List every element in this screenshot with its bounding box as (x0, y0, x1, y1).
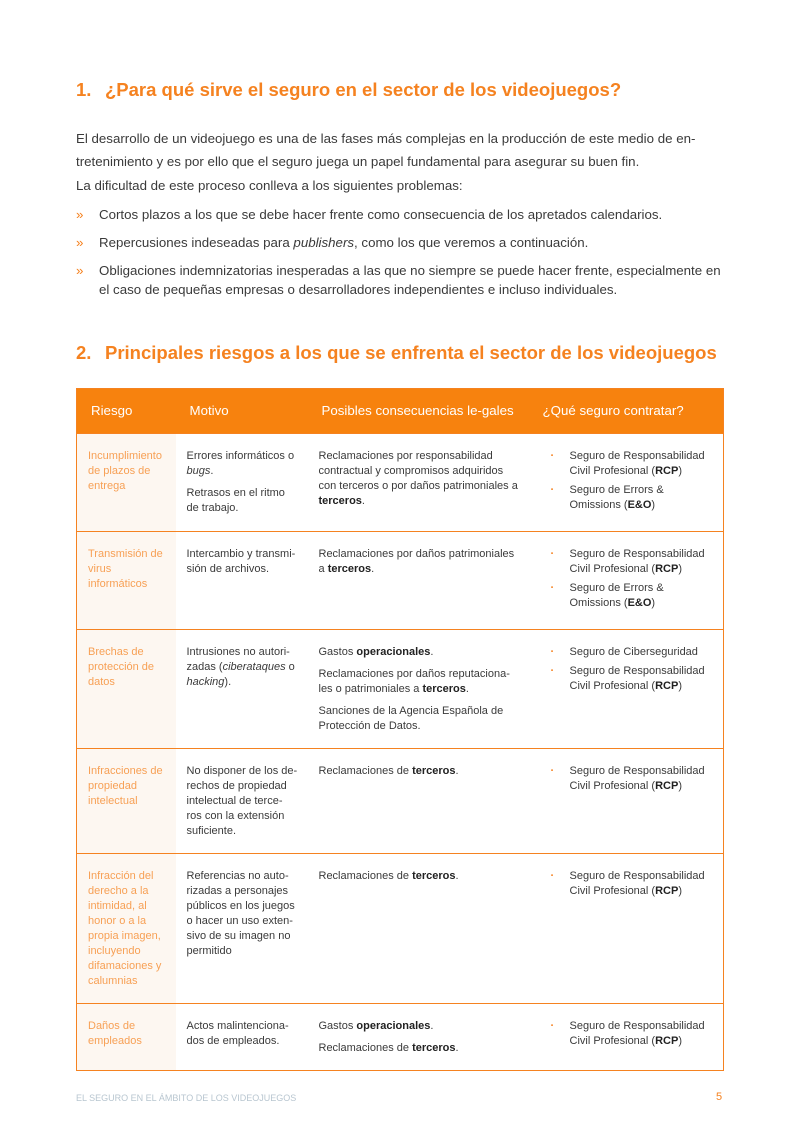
italic-text: bugs (186, 465, 211, 477)
text: Reclamaciones de (318, 1042, 413, 1054)
footer-title: EL SEGURO EN EL ÁMBITO DE LOS VIDEOJUEGOS (76, 1093, 297, 1103)
text: Referencias no auto-rizadas a personajes públicos en los juegos o hacer un uso exten-sivo de su imagen no permitido (186, 870, 295, 957)
bold-text: operacionales (356, 646, 431, 658)
italic-text: publishers (293, 235, 355, 250)
table-row (77, 532, 724, 630)
seguros-cell (531, 854, 724, 1004)
bullet-marker: » (76, 235, 84, 250)
consecuencias-cell (308, 1004, 531, 1071)
text: Sanciones de la Agencia Española de Protección de Datos. (318, 705, 504, 732)
text: . (455, 1042, 459, 1054)
motivo-cell (176, 749, 308, 854)
list-item-text (99, 205, 726, 224)
bold-text: terceros (412, 1042, 456, 1054)
list-item (76, 261, 726, 299)
paragraph (187, 869, 298, 959)
text: Seguro de Responsabilidad Civil Profesional ( (569, 450, 705, 477)
paragraph (187, 449, 298, 479)
paragraph (319, 869, 521, 884)
insurance-item (556, 764, 714, 794)
table-row (77, 854, 724, 1004)
text: Errores informáticos o (186, 450, 295, 462)
seguros-cell (531, 1004, 724, 1071)
text: ). (224, 676, 232, 688)
text: ) (651, 499, 656, 511)
motivo-cell (176, 1004, 308, 1071)
bold-text: E&O (627, 499, 652, 511)
risk-cell: Infracción del derecho a la intimidad, al honor o a la propia imagen, incluyendo difamaciones y calumnias (77, 854, 176, 1004)
bold-text: RCP (655, 780, 679, 792)
paragraph (187, 1019, 298, 1049)
insurance-item (556, 664, 714, 694)
section-title: Principales riesgos a los que se enfrenta el sector de los videojuegos (105, 342, 717, 363)
text: . (465, 683, 469, 695)
text: ) (678, 1035, 682, 1047)
text: Reclamaciones por responsabilidad contractual y compromisos adquiridos con terceros o por daños patrimoniales a (318, 450, 518, 492)
paragraph (319, 1041, 521, 1056)
bold-text: terceros (412, 870, 456, 882)
intro-paragraph: El desarrollo de un videojuego es una de las fases más complejas en la producción de este medio de en-tretenimiento y es por ello que el seguro juega un papel fundamental para asegurar su buen fin. (76, 131, 696, 169)
text: . (210, 465, 214, 477)
text: Cortos plazos a los que se debe hacer frente como consecuencia de los apretados calendarios. (99, 207, 663, 222)
insurance-item (556, 581, 714, 611)
table-row (77, 1004, 724, 1071)
problems-intro: La dificultad de este proceso conlleva a los siguientes problemas: (76, 178, 463, 193)
text: . (455, 870, 459, 882)
bold-text: terceros (318, 495, 362, 507)
motivo-cell (176, 630, 308, 749)
section-number: 1. (76, 79, 92, 100)
table-row (77, 434, 724, 532)
paragraph (319, 1019, 521, 1034)
risk-cell: Brechas de protección de datos (77, 630, 176, 749)
text: Actos malintenciona-dos de empleados. (186, 1020, 289, 1047)
risk-cell: Daños de empleados (77, 1004, 176, 1071)
text: Repercusiones indeseadas para (99, 235, 294, 250)
seguros-cell (531, 434, 724, 532)
consecuencias-cell (308, 854, 531, 1004)
text: Intercambio y transmi-sión de archivos. (186, 548, 296, 575)
bold-text: E&O (627, 597, 652, 609)
text: . (455, 765, 459, 777)
text: Gastos (318, 1020, 357, 1032)
header-consecuencias: Posibles consecuencias le-gales (308, 389, 531, 434)
paragraph (319, 547, 521, 577)
insurance-item (556, 1019, 714, 1049)
text: Seguro de Responsabilidad Civil Profesional ( (569, 665, 705, 692)
text: ) (678, 885, 682, 897)
list-item-text (99, 233, 726, 252)
bullet-marker: » (76, 263, 84, 278)
text: ) (678, 680, 682, 692)
bold-text: RCP (655, 1035, 679, 1047)
bold-text: RCP (655, 680, 679, 692)
table-row (77, 749, 724, 854)
header-motivo: Motivo (176, 389, 308, 434)
text: . (371, 563, 375, 575)
text: ) (678, 465, 682, 477)
paragraph (319, 704, 521, 734)
text: ) (651, 597, 656, 609)
paragraph (187, 764, 298, 839)
paragraph (319, 449, 521, 509)
table-row (77, 630, 724, 749)
header-riesgo: Riesgo (77, 389, 176, 434)
insurance-item (556, 869, 714, 899)
section-number: 2. (76, 342, 92, 363)
text: Reclamaciones por daños patrimoniales a (318, 548, 515, 575)
consecuencias-cell (308, 434, 531, 532)
text: Seguro de Responsabilidad Civil Profesional ( (569, 870, 705, 897)
text: ) (678, 780, 682, 792)
text: Seguro de Responsabilidad Civil Profesional ( (569, 765, 705, 792)
text: Retrasos en el ritmo de trabajo. (186, 487, 285, 514)
text: Reclamaciones de (318, 765, 413, 777)
risks-table (76, 388, 724, 1071)
risk-cell: Infracciones de propiedad intelectual (77, 749, 176, 854)
list-item-text (99, 261, 726, 299)
risk-cell: Transmisión de virus informáticos (77, 532, 176, 630)
seguros-cell (531, 532, 724, 630)
text: Seguro de Errors & Omissions ( (569, 582, 664, 609)
section-title: ¿Para qué sirve el seguro en el sector de los videojuegos? (105, 79, 622, 100)
consecuencias-cell (308, 630, 531, 749)
table-header-row (77, 389, 724, 434)
bullet-marker: » (76, 207, 84, 222)
seguros-cell (531, 749, 724, 854)
list-item (76, 233, 726, 252)
bold-text: operacionales (356, 1020, 431, 1032)
italic-text: ciberataques (222, 661, 286, 673)
bold-text: RCP (655, 465, 679, 477)
motivo-cell (176, 532, 308, 630)
text: . (361, 495, 365, 507)
list-item (76, 205, 726, 224)
text: Reclamaciones por daños reputaciona-les o patrimoniales a (318, 668, 510, 695)
text: ) (678, 563, 682, 575)
text: Seguro de Errors & Omissions ( (569, 484, 664, 511)
section-2-heading (76, 342, 717, 364)
paragraph (319, 645, 521, 660)
paragraph (187, 645, 298, 690)
bold-text: terceros (327, 563, 372, 575)
motivo-cell (176, 434, 308, 532)
insurance-item (556, 645, 714, 660)
bold-text: terceros (422, 683, 466, 695)
insurance-item (556, 483, 714, 513)
motivo-cell (176, 854, 308, 1004)
text: Intrusiones no autori-zadas ( (186, 646, 290, 673)
consecuencias-cell (308, 532, 531, 630)
text: Seguro de Ciberseguridad (569, 646, 698, 658)
italic-text: hacking (186, 676, 225, 688)
bold-text: RCP (655, 563, 679, 575)
section-1-heading (76, 79, 621, 101)
paragraph (319, 667, 521, 697)
text: . (430, 646, 434, 658)
text: . (430, 1020, 434, 1032)
text: No disponer de los de-rechos de propiedad intelectual de terce-ros con la extensión suficiente. (186, 765, 298, 837)
bold-text: RCP (655, 885, 679, 897)
insurance-item (556, 547, 714, 577)
text: o (285, 661, 295, 673)
risk-cell: Incumplimiento de plazos de entrega (77, 434, 176, 532)
text: , como los que veremos a continuación. (354, 235, 589, 250)
paragraph (319, 764, 521, 779)
paragraph (187, 547, 298, 577)
consecuencias-cell (308, 749, 531, 854)
text: Seguro de Responsabilidad Civil Profesional ( (569, 548, 705, 575)
header-seguro: ¿Qué seguro contratar? (531, 389, 724, 434)
text: Gastos (318, 646, 357, 658)
paragraph (187, 486, 298, 516)
text: Seguro de Responsabilidad Civil Profesional ( (569, 1020, 705, 1047)
seguros-cell (531, 630, 724, 749)
text: Reclamaciones de (318, 870, 413, 882)
text: Obligaciones indemnizatorias inesperadas a las que no siempre se puede hacer frente, especialmente en el caso de pequeñas empresas o desarrolladores independientes e incluso individuales. (99, 263, 721, 297)
bold-text: terceros (412, 765, 456, 777)
page-number: 5 (716, 1091, 723, 1103)
insurance-item (556, 449, 714, 479)
